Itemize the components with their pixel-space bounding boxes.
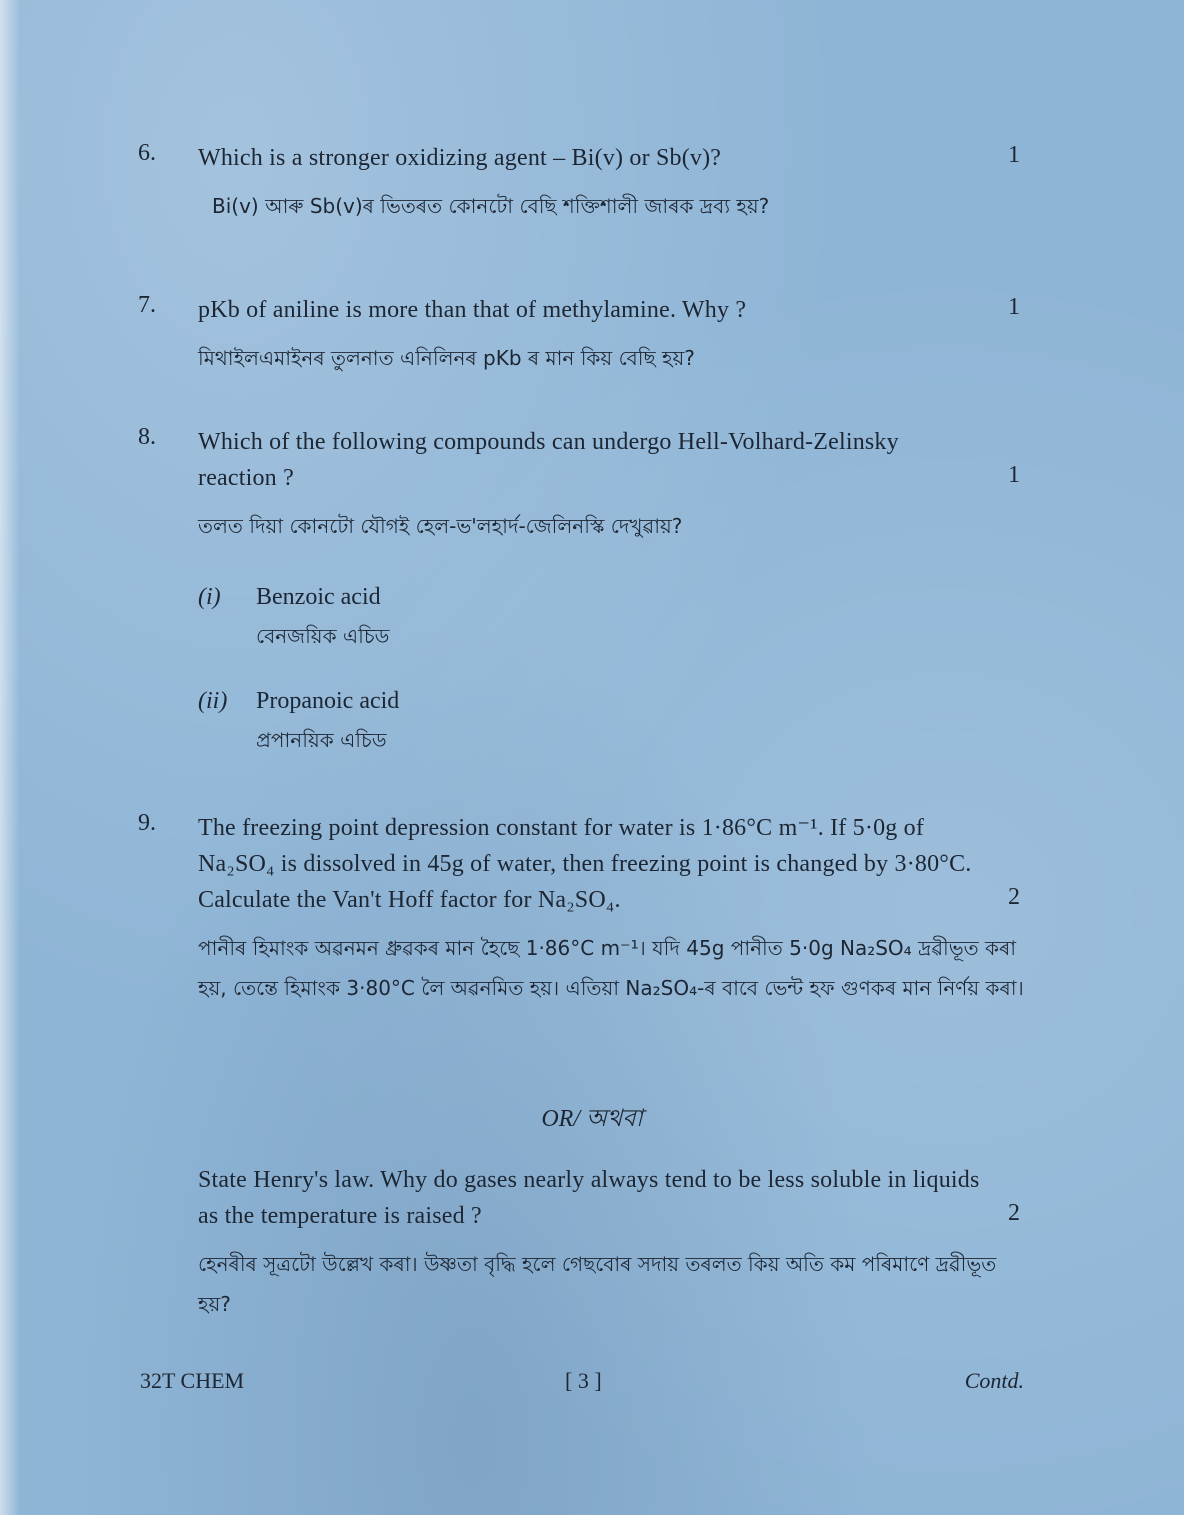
question-text-english: pKb of aniline is more than that of methylamine. Why ? bbox=[198, 297, 747, 323]
option-text-assamese: প্ৰপানয়িক এচিড bbox=[256, 728, 387, 752]
question-marks: 1 bbox=[1008, 462, 1020, 488]
question-text-english: Which of the following compounds can undergo Hell-Volhard-Zelinsky reaction ? bbox=[198, 429, 899, 491]
question-marks: 1 bbox=[1008, 294, 1020, 320]
question-text-assamese: Bi(v) আৰু Sb(v)ৰ ভিতৰত কোনটো বেছি শক্তিশালী জাৰক দ্ৰব্য হয়? bbox=[212, 194, 770, 218]
paper-edge bbox=[0, 0, 20, 1515]
question-text-assamese: হেনৰীৰ সূত্ৰটো উল্লেখ কৰা। উষ্ণতা বৃদ্ধি হলে গেছবোৰ সদায় তৰলত কিয় অতি কম পৰিমাণে দ্ৰৱীভূত হয়? bbox=[198, 1252, 997, 1316]
question-text-english: State Henry's law. Why do gases nearly always tend to be less soluble in liquids as the temperature is raised ? bbox=[198, 1167, 980, 1229]
option-text-assamese: বেনজয়িক এচিড bbox=[256, 624, 390, 648]
question-body bbox=[198, 1162, 1028, 1324]
option-text-english: Benzoic acid bbox=[256, 584, 381, 610]
question-body bbox=[198, 424, 1028, 546]
question-marks: 1 bbox=[1008, 142, 1020, 168]
option-label: (i) bbox=[198, 584, 221, 610]
question-number: 9. bbox=[138, 810, 156, 836]
question-text-english: Which is a stronger oxidizing agent – Bi(v) or Sb(v)? bbox=[198, 145, 722, 171]
option-label: (ii) bbox=[198, 688, 228, 714]
continued-label: Contd. bbox=[964, 1368, 1024, 1393]
question-body bbox=[198, 810, 1028, 1008]
question-text-english: The freezing point depression constant for water is 1·86°C m⁻¹. If 5·0g of Na₂SO₄ is dissolved in 45g of water, then freezing point is changed by 3·80°C. Calculate the Van't Hoff factor for Na₂SO₄. bbox=[198, 815, 972, 913]
question-body bbox=[198, 292, 1028, 378]
question-text-assamese: পানীৰ হিমাংক অৱনমন ধ্ৰুৱকৰ মান হৈছে 1·86°C m⁻¹। যদি 45g পানীত 5·0g Na₂SO₄ দ্ৰৱীভূত কৰা হয়, তেন্তে হিমাংক 3·80°C লৈ অৱনমিত হয়। এতিয়া Na₂SO₄-ৰ বাবে ভেন্ট হফ গুণকৰ মান নিৰ্ণয় কৰা। bbox=[198, 936, 1024, 1000]
question-8 bbox=[138, 424, 1028, 784]
question-text-assamese: মিথাইলএমাইনৰ তুলনাত এনিলিনৰ pKb ৰ মান কিয় বেছি হয়? bbox=[198, 346, 695, 370]
question-number: 6. bbox=[138, 140, 156, 166]
question-marks: 2 bbox=[1008, 884, 1020, 910]
paper-code: 32T CHEM bbox=[140, 1368, 245, 1393]
or-separator: OR/ অথবা bbox=[541, 1106, 643, 1132]
question-marks: 2 bbox=[1008, 1200, 1020, 1226]
question-number: 7. bbox=[138, 292, 156, 318]
page-number: [ 3 ] bbox=[565, 1368, 602, 1393]
question-text-assamese: তলত দিয়া কোনটো যৌগই হেল-ভ'লহাৰ্দ-জেলিনস্কি দেখুৱায়? bbox=[198, 514, 683, 538]
question-number: 8. bbox=[138, 424, 156, 450]
question-body bbox=[198, 140, 1028, 226]
option-text-english: Propanoic acid bbox=[256, 688, 400, 714]
